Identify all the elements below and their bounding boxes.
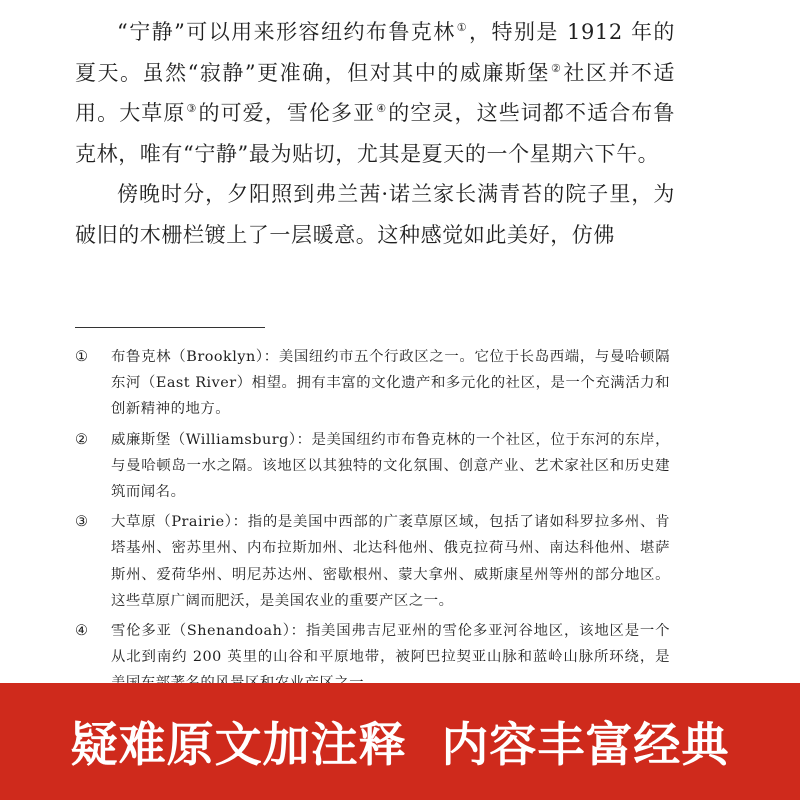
text-run: ，特别是 1912 年的夏天。虽然“寂静”更准确，但对其中的威廉斯堡 [75,20,676,85]
paragraph-1 [75,12,675,174]
footnote-ref-2[interactable]: ② [550,61,563,75]
footnote-mark: ③ [75,514,89,531]
paragraph-2: 傍晚时分，夕阳照到弗兰茜·诺兰家长满青苔的院子里，为破旧的木栅栏镀上了一层暖意。这种感觉如此美好，仿佛 [75,182,675,247]
banner-text: 疑难原文加注释 内容丰富经典 [70,718,730,773]
footnote-text: 布鲁克林（Brooklyn）：美国纽约市五个行政区之一。它位于长岛西端，与曼哈顿隔东河（East River）相望。拥有丰富的文化遗产和多元化的社区，是一个充满活力和创新精神的地方。 [111,349,670,418]
footnote-ref-1[interactable]: ① [456,21,469,34]
footnote-divider [75,327,265,328]
text-run: “宁静”可以用来形容纽约布鲁克林 [117,20,456,44]
text-run: 的可爱，雪伦多亚 [198,101,376,125]
main-text [75,12,675,255]
text-run: 社区并不适用。大草原 [75,60,676,125]
footnote-mark: ④ [75,623,89,640]
promo-banner [0,683,800,800]
footnote-2 [75,427,670,506]
footnote-3 [75,509,670,614]
footnote-1 [75,344,670,423]
footnote-text: 大草原（Prairie）：指的是美国中西部的广袤草原区域，包括了诸如科罗拉多州、肯塔基州、密苏里州、内布拉斯加州、北达科他州、俄克拉荷马州、南达科他州、堪萨斯州、爱荷华州、明尼苏达州、密歇根州、蒙大拿州、威斯康星州等州的部分地区。这些草原广阔而肥沃，是美国农业的重要产区之一。 [111,514,670,609]
footnote-mark: ① [75,349,89,365]
text-run: 的空灵，这些词都不适合布鲁克林，唯有“宁静”最为贴切，尤其是夏天的一个星期六下午。 [75,101,675,166]
footnote-text: 威廉斯堡（Williamsburg）：是美国纽约市布鲁克林的一个社区，位于东河的东岸，与曼哈顿岛一水之隔。该地区以其独特的文化氛围、创意产业、艺术家社区和历史建筑而闻名。 [111,431,670,501]
footnote-text: 雪伦多亚（Shenandoah）：指美国弗吉尼亚州的雪伦多亚河谷地区，该地区是一个从北到南约 200 英里的山谷和平原地带，被阿巴拉契亚山脉和蓝岭山脉所环绕，是 [111,623,670,666]
footnote-ref-3[interactable]: ③ [186,102,198,115]
footnote-mark: ② [75,431,89,448]
footnotes [75,344,670,701]
footnote-ref-4[interactable]: ④ [376,102,388,115]
